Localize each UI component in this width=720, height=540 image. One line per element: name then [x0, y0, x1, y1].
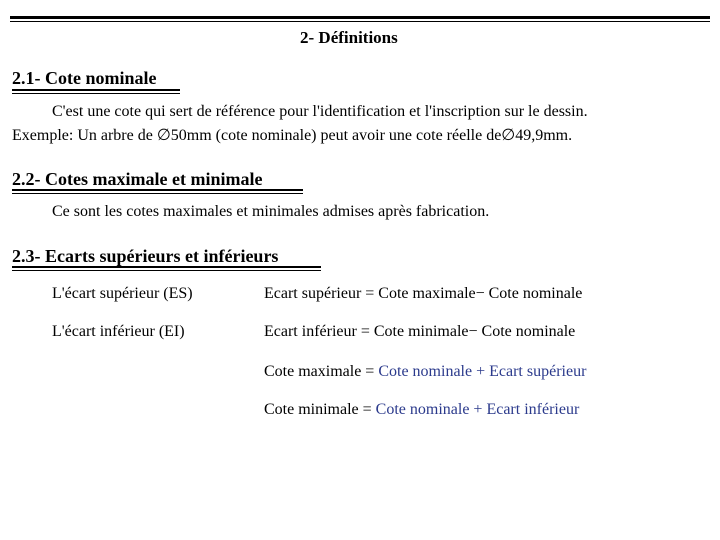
formula-cote-maximale-left: Cote maximale = — [264, 363, 379, 380]
formula-cote-maximale — [264, 363, 586, 381]
underline-section-2 — [12, 189, 303, 191]
definition-cote-nominale: C'est une cote qui sert de référence pour l'identification et l'inscription sur le dessin. — [52, 103, 588, 120]
underline-section-3-b — [12, 270, 321, 271]
underline-section-2-b — [12, 193, 303, 194]
top-rule-thick — [10, 16, 710, 19]
definition-cotes-max-min: Ce sont les cotes maximales et minimales admises après fabrication. — [52, 203, 490, 220]
section-heading-ecarts: 2.3- Ecarts supérieurs et inférieurs — [12, 246, 279, 266]
underline-section-1-b — [12, 93, 180, 94]
underline-section-3 — [12, 266, 321, 268]
example-cote-nominale: Exemple: Un arbre de ∅50mm (cote nominale) peut avoir une cote réelle de∅49,9mm. — [12, 127, 573, 144]
formula-cote-minimale-left: Cote minimale = — [264, 401, 376, 418]
section-heading-cotes-max-min: 2.2- Cotes maximale et minimale — [12, 169, 263, 189]
formula-cote-minimale — [264, 401, 579, 419]
top-rule-thin — [10, 21, 710, 22]
section-heading-cote-nominale: 2.1- Cote nominale — [12, 68, 157, 88]
label-ecart-inferieur: L'écart inférieur (EI) — [52, 323, 185, 340]
page-title: 2- Définitions — [300, 28, 398, 47]
label-ecart-superieur: L'écart supérieur (ES) — [52, 285, 193, 302]
formula-cote-maximale-right: Cote nominale + Ecart supérieur — [378, 363, 587, 380]
underline-section-1 — [12, 89, 180, 91]
formula-ecart-inferieur: Ecart inférieur = Cote minimale− Cote nominale — [264, 323, 576, 340]
formula-cote-minimale-right: Cote nominale + Ecart inférieur — [375, 401, 580, 418]
formula-ecart-superieur: Ecart supérieur = Cote maximale− Cote nominale — [264, 285, 583, 302]
